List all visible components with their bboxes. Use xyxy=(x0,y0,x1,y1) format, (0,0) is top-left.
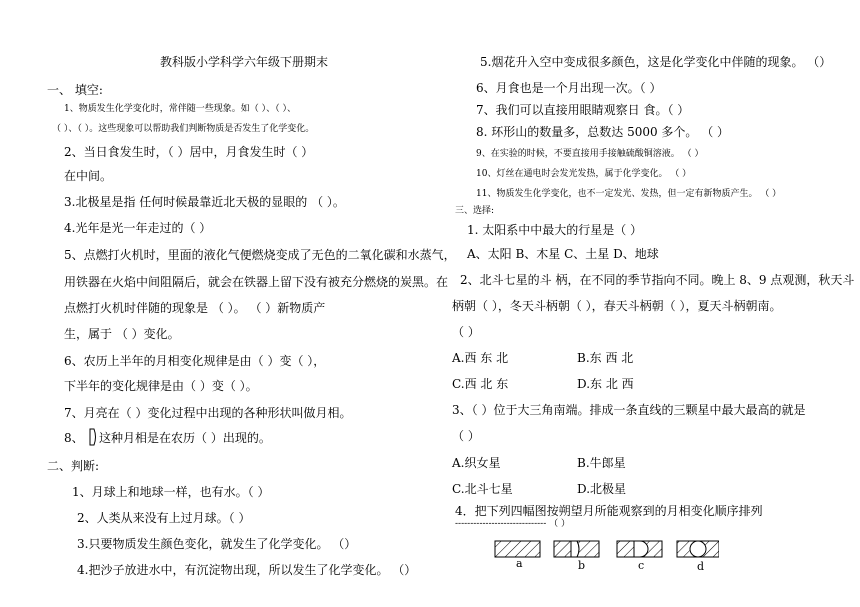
judge-item-4: 4.把沙子放进水中，有沉淀物出现，所以发生了化学变化。 （） xyxy=(77,563,417,577)
section1-heading: 一、 填空: xyxy=(47,83,103,97)
choice-q2-opt-b: B.东 西 北 xyxy=(577,351,634,365)
choice-q3-line1: 3、（ ）位于大三角南端。排成一条直线的三颗星中最大最高的就是 xyxy=(452,403,806,417)
choice-q3-opt-c: C.北斗七星 xyxy=(452,482,513,496)
choice-q2-opt-d: D.东 北 西 xyxy=(577,377,634,391)
fill-q2-line1: 2、当日食发生时，（ ）居中，月食发生时（ ） xyxy=(64,145,314,159)
moon-label-d: d xyxy=(697,560,705,573)
fill-q7: 7、月亮在（ ）变化过程中出现的各种形状叫做月相。 xyxy=(64,406,352,420)
fill-q2-line2: 在中间。 xyxy=(64,169,113,183)
fill-q3: 3.北极星是指 任何时候最靠近北天极的显眼的 （ ）。 xyxy=(64,195,345,209)
judge-item-3: 3.只要物质发生颜色变化，就发生了化学变化。 （） xyxy=(77,537,357,551)
moon-phase-figures xyxy=(494,538,719,572)
judge-item-2: 2、人类从来没有上过月球。（ ） xyxy=(77,511,251,525)
judge-item-1: 1、月球上和地球一样，也有水。（ ） xyxy=(72,485,270,499)
choice-q4-line2: ------------------------------ （ ） xyxy=(455,519,570,529)
fill-q1-line1: 1、物质发生化学变化时，常伴随一些现象。如（ ）、（ ）、 xyxy=(64,104,296,114)
judge-item-10: 10、灯丝在通电时会发光发热，属于化学变化。 （ ） xyxy=(476,169,692,179)
choice-q1-stem: 1. 太阳系中中最大的行星是（ ） xyxy=(467,223,643,237)
judge-item-7: 7、我们可以直接用眼睛观察日 食。（ ） xyxy=(476,103,690,117)
choice-q2-line2: 柄朝（ ），冬天斗柄朝（ ），春天斗柄朝（ ），夏天斗柄朝南。 xyxy=(452,299,782,313)
judge-item-6: 6、月食也是一个月出现一次。（ ） xyxy=(476,81,662,95)
moon-phase-d xyxy=(677,541,719,557)
choice-q3-line2: （ ） xyxy=(452,429,480,443)
section3-heading: 三、选择: xyxy=(455,206,495,216)
fill-q8-suffix: 这种月相是在农历（ ）出现的。 xyxy=(99,431,271,445)
choice-q3-opt-a: A.织女星 xyxy=(452,456,501,470)
page-title: 教科版小学科学六年级下册期末 xyxy=(160,55,329,69)
choice-q4-line1: 4．把下列四幅图按朔望月所能观察到的月相变化顺序排列 xyxy=(455,504,763,518)
judge-item-5: 5.烟花升入空中变成很多颜色，这是化学变化中伴随的现象。 （） xyxy=(480,55,832,69)
moon-phase-c xyxy=(617,541,662,557)
judge-item-11: 11、物质发生化学变化，也不一定发光、发热，但一定有新物质产生。 （ ） xyxy=(476,189,782,199)
moon-phase-a xyxy=(495,541,540,557)
moon-label-c: c xyxy=(638,559,645,572)
judge-item-8: 8. 环形山的数量多，总数达 5000 多个。 （ ） xyxy=(476,125,730,139)
moon-label-a: a xyxy=(516,557,523,570)
fill-q5-line3: 点燃打火机时伴随的现象是 （ ）。 （ ）新物质产 xyxy=(64,301,326,315)
moon-label-b: b xyxy=(578,559,586,572)
fill-q6-line2: 下半年的变化规律是由（ ）变（ ）。 xyxy=(64,379,258,393)
choice-q2-opt-c: C.西 北 东 xyxy=(452,377,509,391)
judge-item-9: 9、在实验的时候，不要直接用手接触硫酸铜溶液。 （ ） xyxy=(476,149,704,159)
fill-q5-line4: 生，属于 （ ）变化。 xyxy=(64,327,180,341)
choice-q2-opt-a: A.西 东 北 xyxy=(452,351,509,365)
fill-q8-prefix: 8、 xyxy=(64,431,84,445)
fill-q6-line1: 6、农历上半年的月相变化规律是由（ ）变（ ）， xyxy=(64,354,326,368)
moon-phase-b xyxy=(554,541,599,557)
fill-q1-line2: （ ）、（ ）。这些现象可以帮助我们判断物质是否发生了化学变化。 xyxy=(52,124,315,134)
fill-q5-line1: 5、点燃打火机时，里面的液化气便燃烧变成了无色的二氧化碳和水蒸气， xyxy=(64,248,456,262)
section2-heading: 二、判断: xyxy=(47,459,100,473)
fill-q5-line2: 用铁器在火焰中间阻隔后，就会在铁器上留下没有被充分燃烧的炭黑。在 xyxy=(64,275,449,289)
choice-q1-options: A、太阳 B、木星 C、土星 D、地球 xyxy=(467,247,659,261)
choice-q3-opt-b: B.牛郎星 xyxy=(577,456,626,470)
choice-q2-line1: 2、北斗七星的斗 柄，在不同的季节指向不同。晚上 8、9 点观测，秋天斗 xyxy=(460,273,855,287)
fill-q4: 4.光年是光一年走过的（ ） xyxy=(64,221,212,235)
crescent-moon-icon xyxy=(88,428,98,446)
choice-q3-opt-d: D.北极星 xyxy=(577,482,627,496)
choice-q2-line3: （ ） xyxy=(452,325,480,339)
